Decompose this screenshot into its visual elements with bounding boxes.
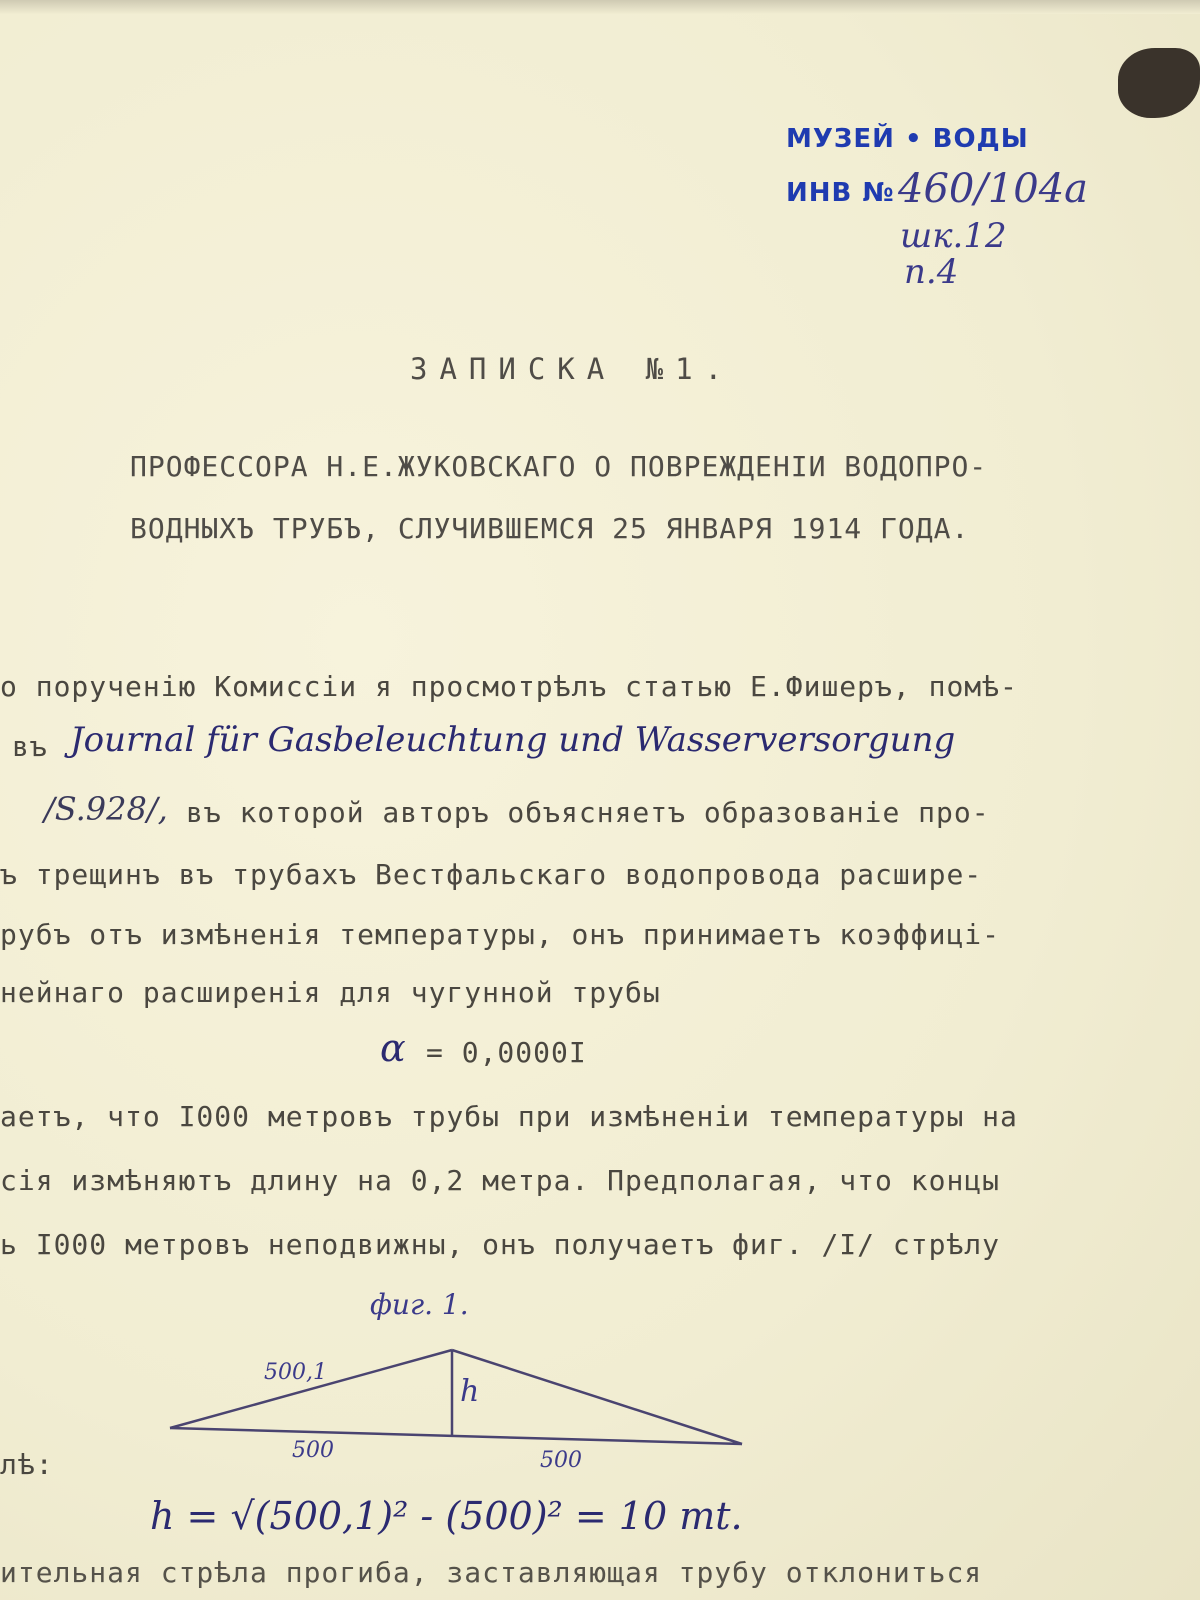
subtitle-line-1: ПРОФЕССОРА Н.Е.ЖУКОВСКАГО О ПОВРЕЖДЕНІИ ВОДОПРО- <box>130 450 988 483</box>
page-ref-handwritten: /S.928/, <box>44 790 168 828</box>
document-title: ЗАПИСКА №1. <box>410 352 735 386</box>
body-line-last: ительная стрѣла прогиба, заставляющая трубу отклониться <box>0 1556 983 1589</box>
triangle-right-side <box>452 1350 742 1444</box>
body-line-8: сія измѣняютъ длину на 0,2 метра. Предполагая, что концы <box>0 1164 1001 1197</box>
body-line-4: ъ трещинъ въ трубахъ Вестфальскаго водопровода расшире- <box>0 858 983 891</box>
height-equation: h = √(500,1)² - (500)² = 10 mt. <box>150 1494 743 1538</box>
museum-stamp-line2: ИНВ № <box>786 178 895 208</box>
item-number: п.4 <box>904 252 959 292</box>
subtitle-line-2: ВОДНЫХЪ ТРУБЪ, СЛУЧИВШЕМСЯ 25 ЯНВАРЯ 1914 ГОДА. <box>130 512 970 545</box>
body-line-2-typed: въ <box>12 730 48 763</box>
shelf-number: шк.12 <box>900 216 1007 256</box>
body-line-7: аетъ, что I000 метровъ трубы при измѣненіи температуры на <box>0 1100 1018 1133</box>
label-left-margin: лѣ: <box>0 1448 54 1481</box>
body-line-3: въ которой авторъ объясняетъ образованіе про- <box>186 796 990 829</box>
formula-value: = 0,0000I <box>426 1036 587 1069</box>
museum-stamp-line1: МУЗЕЙ • ВОДЫ <box>786 124 1029 154</box>
formula-alpha-handwritten: α <box>380 1026 406 1070</box>
body-line-6: нейнаго расширенія для чугунной трубы <box>0 976 661 1009</box>
inventory-number: 460/104а <box>898 166 1089 212</box>
label-height: h <box>460 1374 480 1409</box>
triangle-base <box>170 1428 742 1444</box>
label-hypotenuse: 500,1 <box>264 1360 327 1385</box>
body-line-1: о порученію Комиссіи я просмотрѣлъ статью Е.Фишеръ, помѣ- <box>0 670 1018 703</box>
label-base-right: 500 <box>540 1448 582 1473</box>
body-line-9: ь I000 метровъ неподвижны, онъ получаетъ фиг. /I/ стрѣлу <box>0 1228 1001 1261</box>
journal-name-handwritten: Journal für Gasbeleuchtung und Wasserversorgung <box>70 720 956 760</box>
label-base-left: 500 <box>292 1438 334 1463</box>
figure-caption: фиг. 1. <box>370 1288 469 1321</box>
body-line-5: рубъ отъ измѣненія температуры, онъ принимаетъ коэффиці- <box>0 918 1001 951</box>
